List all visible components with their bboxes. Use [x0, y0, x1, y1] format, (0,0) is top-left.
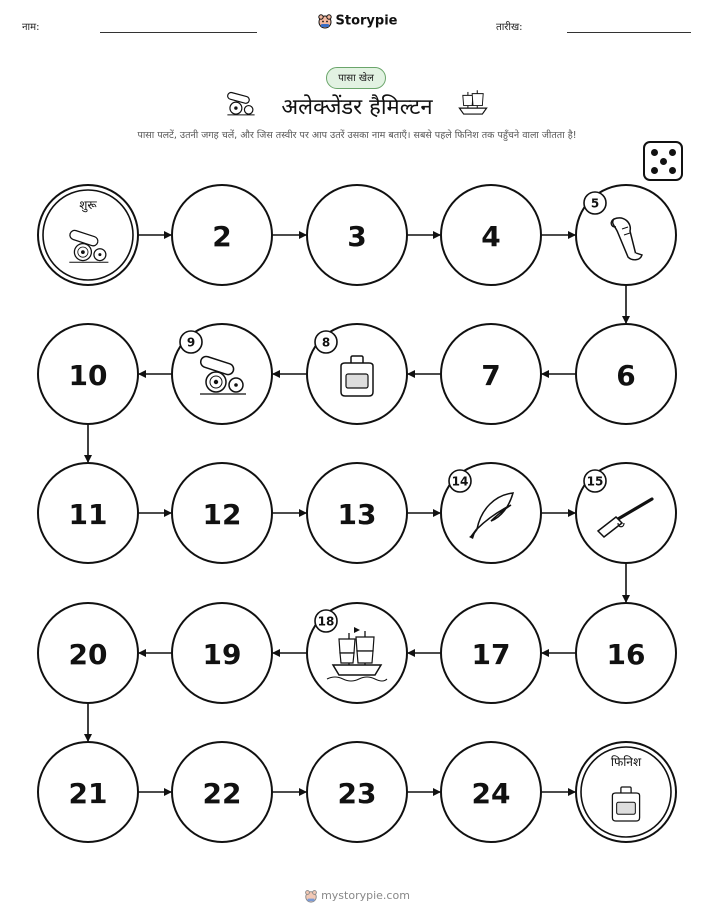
space-number: 12 [202, 498, 242, 531]
board-space [172, 463, 272, 563]
board-space [172, 324, 272, 424]
board-space [576, 185, 676, 285]
board-space [172, 185, 272, 285]
space-number: 23 [337, 777, 377, 810]
board-space [441, 742, 541, 842]
finish-label: फिनिश [610, 755, 642, 769]
board-space [307, 603, 407, 703]
board-space [307, 185, 407, 285]
space-number: 20 [68, 638, 108, 671]
board-space [38, 185, 138, 285]
space-number: 21 [68, 777, 108, 810]
space-number: 22 [202, 777, 242, 810]
board-space [307, 463, 407, 563]
board-space [441, 185, 541, 285]
space-number: 15 [586, 474, 604, 489]
space-number: 13 [337, 498, 377, 531]
board-space [576, 324, 676, 424]
space-number: 17 [471, 638, 511, 671]
space-number: 4 [481, 220, 501, 253]
footer [0, 889, 714, 903]
board-space [441, 463, 541, 563]
board-spaces [38, 185, 676, 842]
board-space [441, 324, 541, 424]
space-number: 9 [186, 335, 196, 350]
board-space [38, 463, 138, 563]
board-space [38, 603, 138, 703]
date-label: तारीख: [496, 22, 523, 33]
space-number: 14 [451, 474, 469, 489]
space-number: 10 [68, 359, 108, 392]
space-number: 7 [481, 359, 501, 392]
space-number: 19 [202, 638, 242, 671]
brand-name: Storypie [335, 13, 398, 29]
board-space [576, 603, 676, 703]
game-type-badge: पासा खेल [326, 67, 386, 89]
board-space [38, 742, 138, 842]
board-space [172, 742, 272, 842]
space-number: 6 [616, 359, 636, 392]
space-number: 11 [68, 498, 108, 531]
space-number: 16 [606, 638, 646, 671]
space-number: 2 [212, 220, 232, 253]
instructions: पासा पलटें, उतनी जगह चलें, और जिस तस्वीर पर आप उतरें उसका नाम बताएँ। सबसे पहले फिनिश तक पहुँचने वाला जीतता है! [137, 130, 577, 141]
footer-url: mystorypie.com [321, 889, 410, 902]
board-space [307, 324, 407, 424]
space-number: 5 [590, 196, 600, 211]
name-label: नाम: [22, 22, 40, 33]
space-number: 24 [471, 777, 511, 810]
board-space [307, 742, 407, 842]
board-space [576, 463, 676, 563]
space-number: 3 [347, 220, 367, 253]
space-number: 8 [321, 335, 331, 350]
board-space [441, 603, 541, 703]
board-space [172, 603, 272, 703]
page-title: अलेक्जेंडर हैमिल्टन [281, 95, 433, 120]
board-space [576, 742, 676, 842]
start-label: शुरू [79, 198, 97, 212]
space-number: 18 [317, 614, 335, 629]
storypie-logo-icon [304, 889, 318, 903]
board-space [38, 324, 138, 424]
